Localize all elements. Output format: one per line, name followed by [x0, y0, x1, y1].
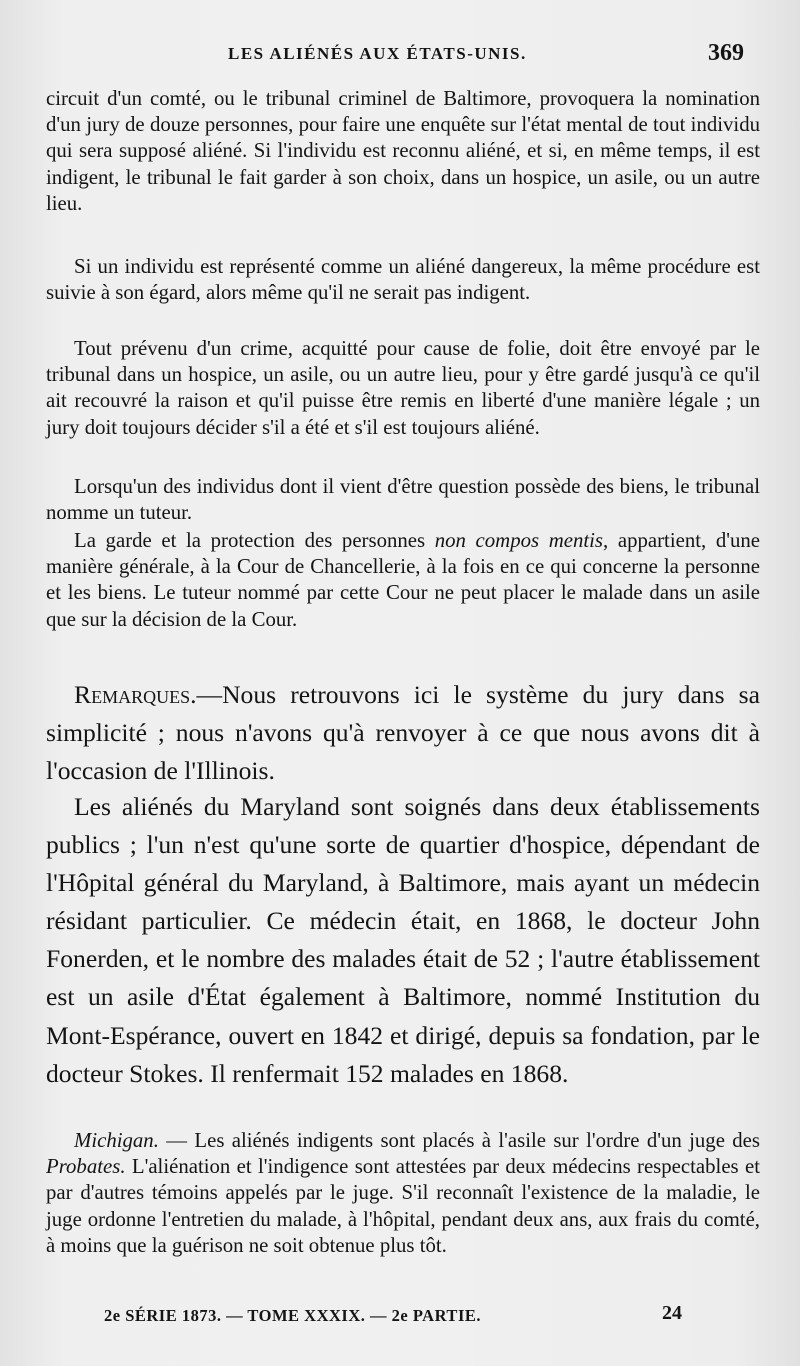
paragraph-maryland-establishments: Les aliénés du Maryland sont soignés dans deux établissements publics ; l'un n'est qu'une sorte de quartier d'hospice, dépendant de l'Hôpital général du Maryland, à Baltimore, mais ayant un médecin résidant particulier. Ce médecin était, en 1868, le docteur John Fonerden, et le nombre des malades était de 52 ; l'autre établissement est un asile d'État également à Baltimore, nommé Institution du Mont-Espérance, ouvert en 1842 et dirigé, depuis sa fondation, par le docteur Stokes. Il renfermait 152 malades en 1868. — [46, 792, 760, 1088]
chancery-text-end: , appartient, d'une manière générale, à la Cour de Chancellerie, à la fois en ce qui concerne la personne et les biens. Le tuteur nommé par cette Cour ne peut placer le malade dans un asile que sur la décision de la Cour. — [46, 529, 761, 631]
paragraph-remarks — [46, 676, 760, 790]
paragraph-michigan — [46, 1128, 760, 1259]
running-title: LES ALIÉNÉS AUX ÉTATS-UNIS. — [228, 44, 527, 63]
probates-term: Probates. — [46, 1155, 126, 1179]
paragraph-dangerous-alienated: Si un individu est représenté comme un aliéné dangereux, la même procédure est suivie à son égard, alors même qu'il ne serait pas indigent. — [46, 255, 760, 305]
paragraph-acquitted-for-insanity: Tout prévenu d'un crime, acquitté pour cause de folie, doit être envoyé par le tribunal dans un hospice, un asile, ou un autre lieu, pour y être gardé jusqu'à ce qu'il ait recouvré la raison et qu'il puisse être remis en liberté d'une manière légale ; un jury doit toujours décider s'il a été et s'il est toujours aliéné. — [46, 337, 760, 439]
page-footer — [0, 1302, 800, 1332]
sheet-number: 24 — [662, 1302, 682, 1324]
latin-term: non compos mentis — [434, 529, 604, 552]
remarks-heading: Remarques. — [74, 680, 197, 709]
page-number: 369 — [708, 40, 744, 66]
remarks-text: —Nous retrouvons ici le système du jury dans sa simplicité ; nous n'avons qu'à renvoyer à ce que nous avons dit à l'occasion de l'Illinois. — [46, 680, 760, 786]
michigan-text-end: L'aliénation et l'indigence sont attestées par deux médecins respectables et par d'autres témoins appelés par le juge. S'il reconnaît l'existence de la maladie, le juge ordonne l'entretien du malade, à l'hôpital, pendant deux ans, aux frais du comté, à moins que la guérison ne soit obtenue plus tôt. — [46, 1155, 760, 1257]
paragraph-guardian: Lorsqu'un des individus dont il vient d'être question possède des biens, le tribunal nomme un tuteur. — [46, 475, 760, 525]
page-header — [0, 38, 800, 78]
paragraph-jury-procedure: circuit d'un comté, ou le tribunal criminel de Baltimore, provoquera la nomination d'un jury de douze personnes, pour faire une enquête sur l'état mental de tout individu qui sera supposé aliéné. Si l'individu est reconnu aliéné, et si, en même temps, il est indigent, le tribunal le fait garder à son choix, dans un hospice, un asile, ou un autre lieu. — [46, 87, 760, 215]
paragraph-chancery-court — [46, 528, 760, 633]
michigan-heading: Michigan. — [74, 1129, 159, 1152]
series-signature: 2e SÉRIE 1873. — TOME XXXIX. — 2e PARTIE. — [104, 1306, 481, 1325]
michigan-text-start: — Les aliénés indigents sont placés à l'asile sur l'ordre d'un juge des — [158, 1129, 760, 1152]
chancery-text-start: La garde et la protection des personnes — [74, 529, 435, 552]
